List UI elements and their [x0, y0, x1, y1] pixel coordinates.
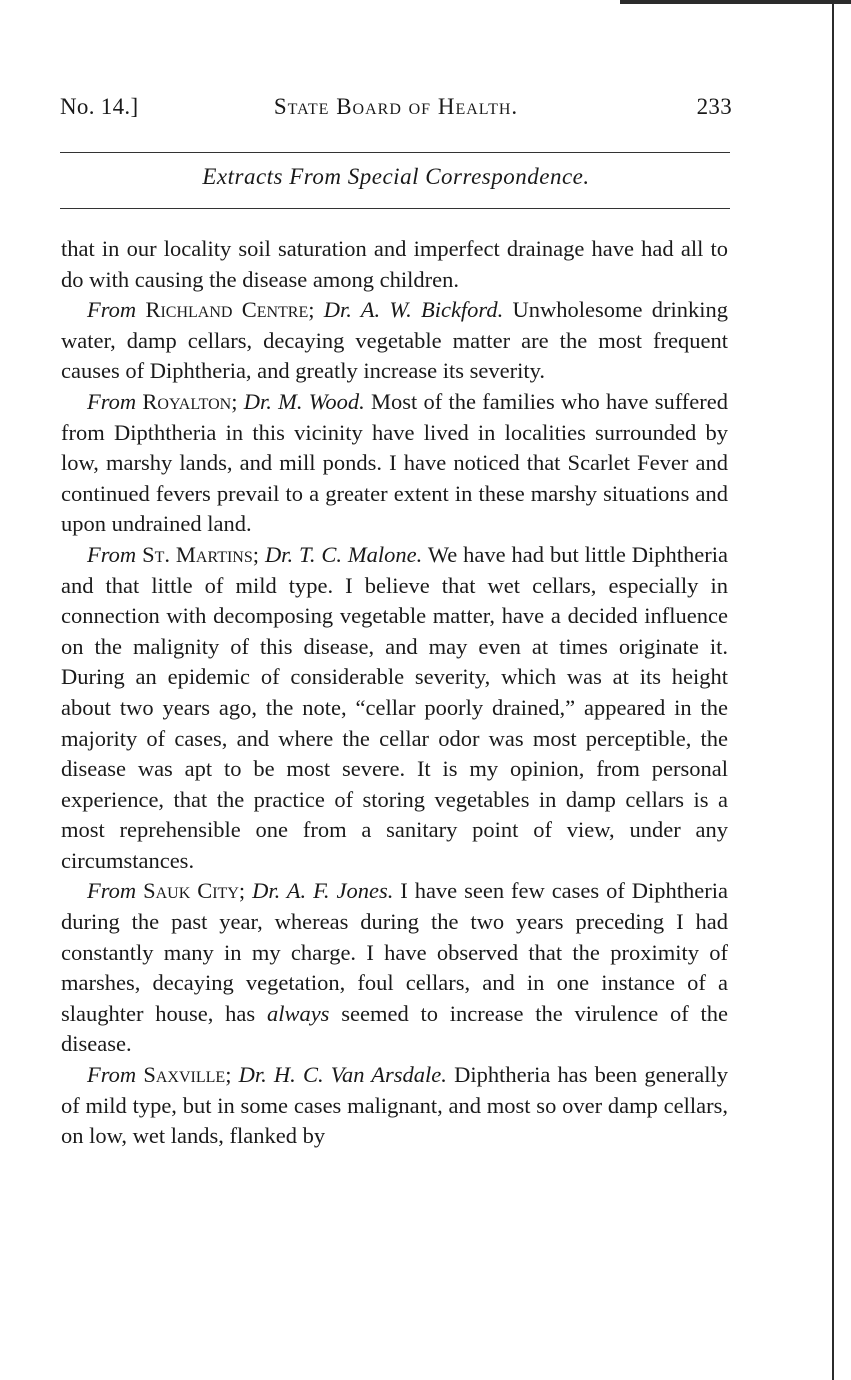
body-text: [61, 234, 728, 1152]
paragraph-st-martins: From St. Martins; Dr. T. C. Malone. We have had but little Diphtheria and that little of mild type. I believe that wet cellars, especially in connection with decomposing vegetable matter, have a decided influence on the malignity of this disease, and may even at times originate it. During an epidemic of considerable severity, which was at its height about two years ago, the note, “cellar poorly drained,” appeared in the majority of cases, and where the cellar odor was most perceptible, the disease was apt to be most severe. It is my opinion, from personal experience, that the practice of storing vegetables in damp cellars is a most reprehensible one from a sanitary point of view, under any circumstances.: [61, 541, 729, 873]
paragraph-text: Unwholesome drinking water, damp cellars, decaying vegetable matter are the most frequent causes of Diphtheria, and greatly increase its severity.: [61, 297, 728, 384]
issue-number: No. 14.]: [60, 94, 139, 119]
paragraph-text: Diphtheria has been generally of mild type, but in some cases malignant, and most so over damp cellars, on low, wet lands, flanked by: [61, 1062, 729, 1149]
paragraph-royalton: From Royalton; Dr. M. Wood. Most of the families who have suffered from Dipththeria in this vicinity have lived in localities surrounded by low, marshy lands, and mill ponds. I have noticed that Scarlet Fever and continued fevers prevail to a greater extent in these marshy situations and upon undrained land.: [61, 388, 728, 537]
place-name: Saxville: [143, 1062, 226, 1088]
page-edge-right: [832, 0, 834, 1380]
page-edge-top: [620, 0, 851, 4]
paragraph-text: We have had but little Diphtheria and that little of mild type. I believe that wet cellars, especially in connection with decomposing vegetable matter, have a decided influence on the malignity of this disease, and may even at times originate it. During an epidemic of considerable severity, which was at its height about two years ago, the note, “cellar poorly drained,” appeared in the majority of cases, and where the cellar odor was most perceptible, the disease was apt to be most severe. It is my opinion, from personal experience, that the practice of storing vegetables in damp cellars is a most reprehensible one from a sanitary point of view, under any circumstances.: [61, 541, 729, 873]
place-name: Sauk City: [143, 878, 239, 904]
publication-title: State Board of Health.: [273, 94, 519, 119]
place-name: St. Martins: [142, 541, 253, 567]
paragraph-text: I have seen few cases of Diphtheria during the past year, whereas during the two years preceding I had constantly many in my charge. I have observed that the proximity of marshes, decaying vegetation, foul cellars, and in one instance of a slaughter house, has: [61, 878, 728, 1026]
doctor-name: Dr. M. Wood.: [243, 388, 365, 414]
paragraph-saxville: From Saxville; Dr. H. C. Van Arsdale. Diphtheria has been generally of mild type, but in some cases malignant, and most so over damp cellars, on low, wet lands, flanked by: [61, 1062, 729, 1149]
page-number: 233: [696, 94, 732, 119]
paragraph-text: that in our locality soil saturation and imperfect drainage have had all to do with causing the disease among children.: [61, 236, 728, 292]
paragraph-text: Most of the families who have suffered from Dipththeria in this vicinity have lived in localities surrounded by low, marshy lands, and mill ponds. I have noticed that Scarlet Fever and continued fevers prevail to a greater extent in these marshy situations and upon undrained land.: [61, 388, 728, 537]
from-label: From: [87, 1062, 137, 1088]
paragraph-richland-centre: From Richland Centre; Dr. A. W. Bickford. Unwholesome drinking water, damp cellars, decaying vegetable matter are the most frequent causes of Diphtheria, and greatly increase its severity.: [61, 297, 728, 384]
from-label: From: [87, 878, 137, 904]
doctor-name: Dr. H. C. Van Arsdale.: [238, 1062, 447, 1088]
paragraph-continuation: [61, 234, 728, 295]
emphasis-text: always: [266, 1000, 330, 1026]
paragraph-sauk-city: From Sauk City; Dr. A. F. Jones. I have seen few cases of Diphtheria during the past year, whereas during the two years preceding I had constantly many in my charge. I have observed that the proximity of marshes, decaying vegetation, foul cellars, and in one instance of a slaughter house, has always seemed to increase the virulence of the disease.: [61, 878, 729, 1057]
place-name: Royalton: [142, 388, 232, 414]
from-label: From: [87, 541, 137, 567]
paragraph-text-after: seemed to increase the virulence of the disease.: [61, 1000, 729, 1057]
header-rule-bottom: [60, 208, 730, 209]
doctor-name: Dr. A. F. Jones.: [252, 878, 394, 904]
running-header: [60, 94, 732, 126]
doctor-name: Dr. T. C. Malone.: [264, 541, 423, 567]
from-label: From: [87, 297, 137, 323]
place-name: Richland Centre: [145, 297, 309, 323]
header-rule-top: [60, 152, 730, 153]
section-subheading: Extracts From Special Correspondence.: [202, 164, 590, 189]
doctor-name: Dr. A. W. Bickford.: [323, 297, 504, 323]
from-label: From: [87, 388, 137, 414]
